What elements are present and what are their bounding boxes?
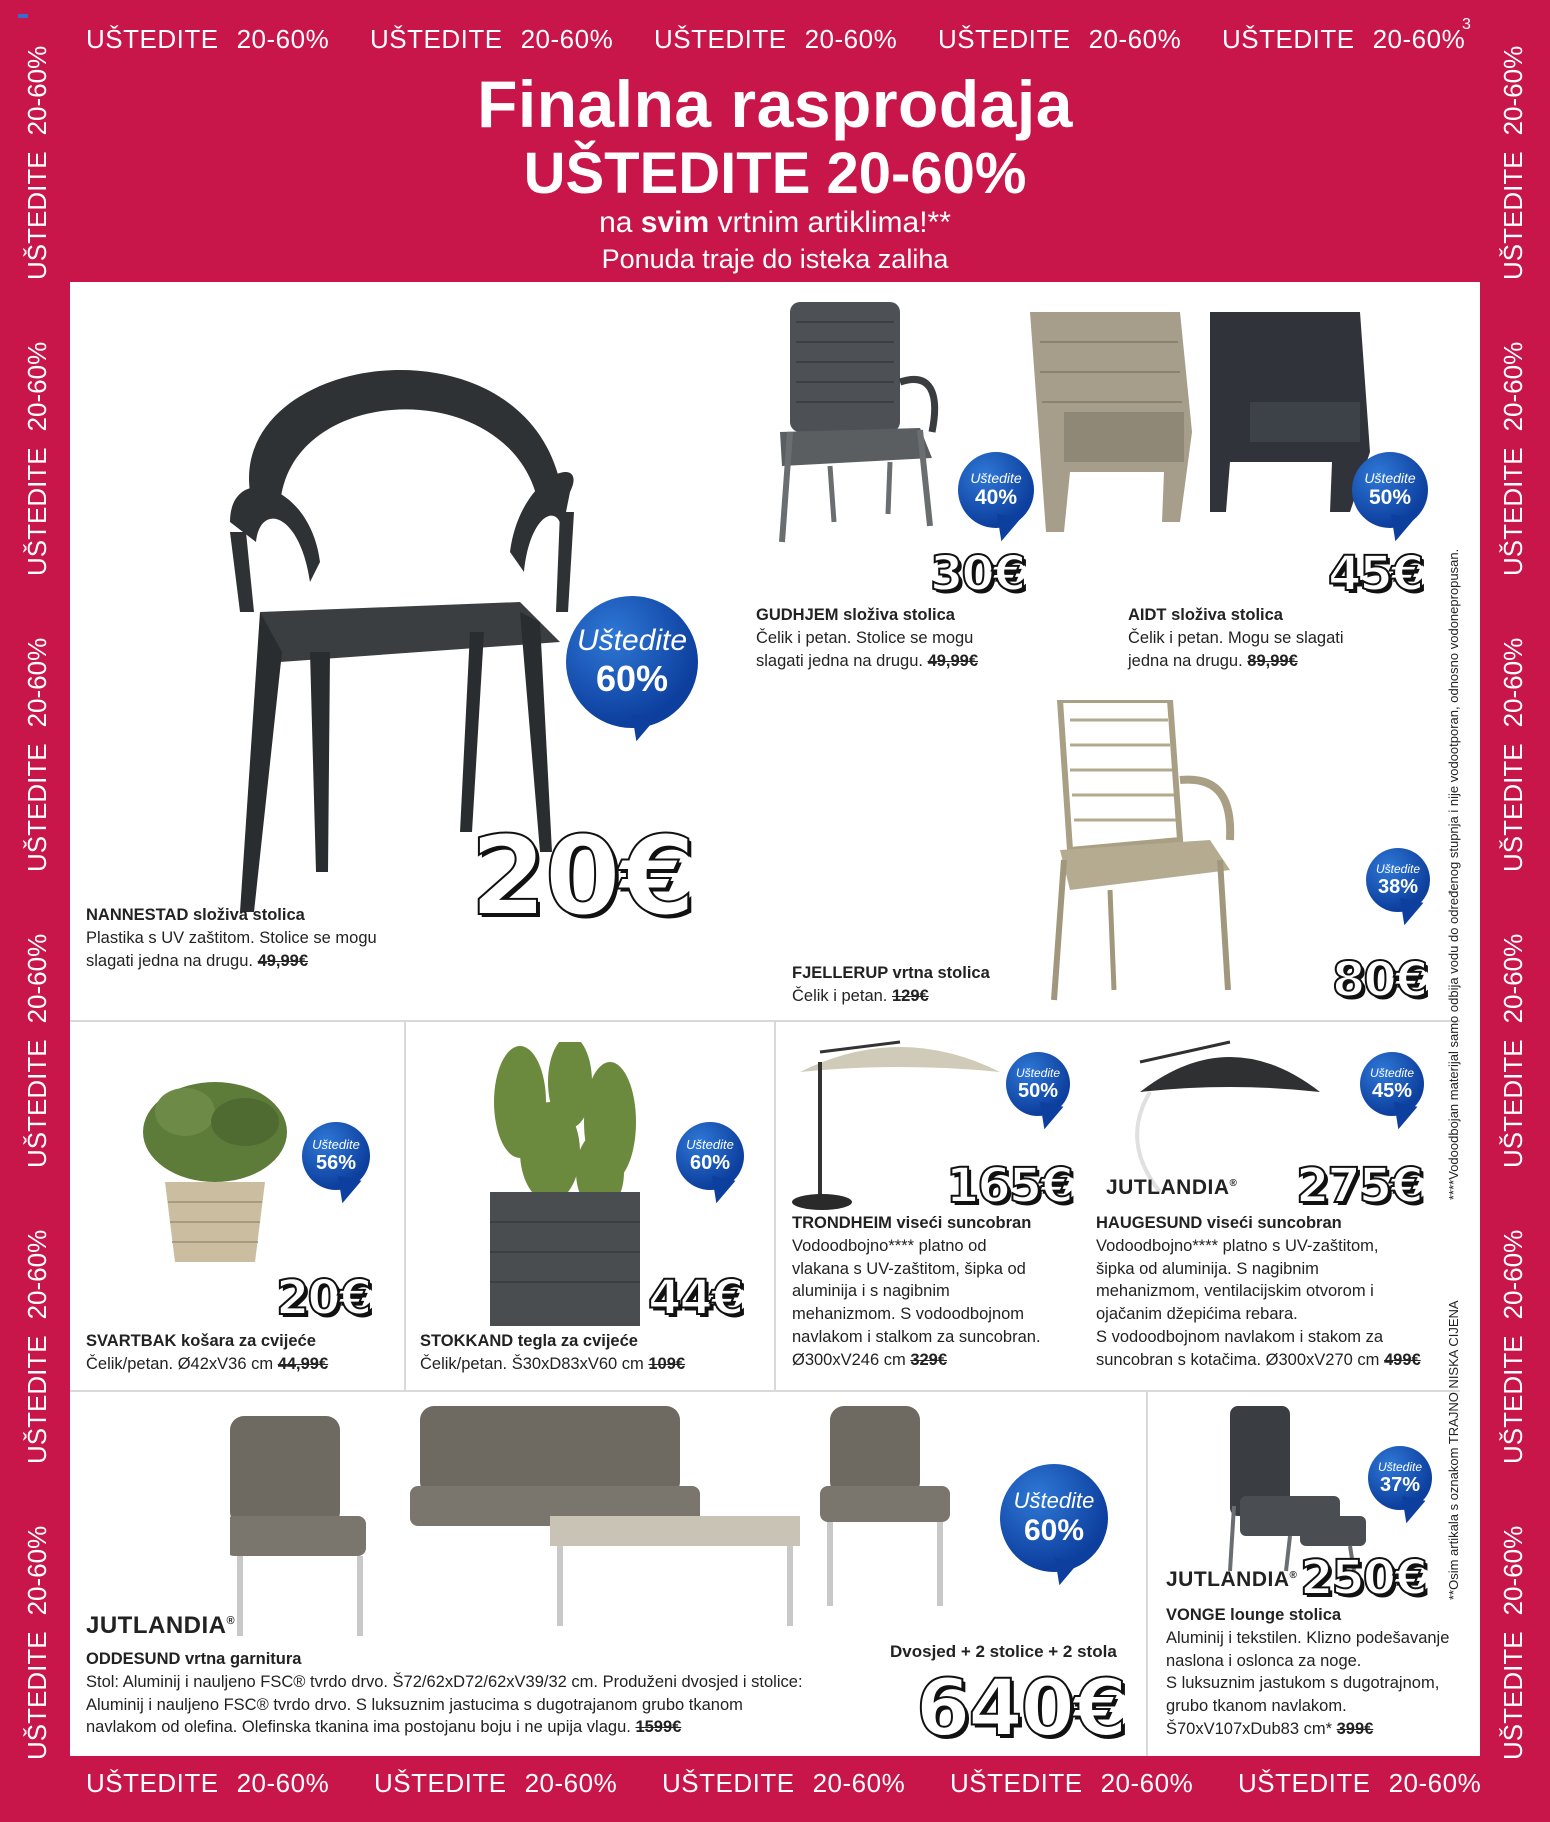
product-info-fjellerup — [792, 962, 1092, 1008]
border-promo-left-2: UŠTEDITE20-60% — [22, 341, 52, 576]
product-desc3-haugesund: mehanizmom, ventilacijskim otvorom i — [1096, 1282, 1374, 1301]
product-desc1-oddesund: Stol: Aluminij i nauljeno FSC® tvrdo drvo. Š72/62xD72/62xV39/32 cm. Produženi dvosjed i stolice: — [86, 1672, 803, 1691]
product-name-stokkand: STOKKAND tegla za cvijeće — [420, 1332, 638, 1350]
discount-badge-svartbak: Uštedite 56% — [302, 1122, 370, 1190]
price-fjellerup: 80€ — [1332, 952, 1427, 1008]
waterproof-footnote: ****Vodoodbojan materijal samo odbija vodu do određenog stupnja i nije vodootporan, odnosno vodonepropusan. — [1446, 548, 1461, 1200]
discount-badge-haugesund: Uštedite 45% — [1360, 1052, 1424, 1116]
product-info-vonge — [1166, 1604, 1466, 1741]
border-promo-left-4: UŠTEDITE20-60% — [22, 933, 52, 1168]
product-desc2-gudhjem: slagati jedna na drugu. — [756, 651, 923, 670]
brand-logo-oddesund: JUTLANDIA® — [86, 1612, 236, 1639]
page-subtitle: UŠTEDITE 20-60% — [523, 141, 1027, 206]
stokkand-planter-image — [470, 1042, 660, 1332]
product-info-stokkand — [420, 1330, 760, 1376]
product-name-nannestad: NANNESTAD složiva stolica — [86, 906, 305, 924]
old-price-aidt: 89,99€ — [1247, 651, 1298, 670]
discount-badge-aidt: Uštedite 50% — [1352, 452, 1428, 528]
old-price-stokkand: 109€ — [648, 1354, 686, 1373]
header-tagline: na svim vrtnim artiklima!** — [599, 206, 951, 239]
old-price-gudhjem: 49,99€ — [927, 651, 979, 670]
discount-badge-vonge: Uštedite 37% — [1368, 1446, 1432, 1510]
product-desc2-oddesund: Aluminij i nauljeno FSC® tvrdo drvo. S luksuznim jastucima s dugotrajanom grubo tkanom — [86, 1695, 743, 1714]
product-desc-fjellerup: Čelik i petan. — [792, 986, 888, 1005]
product-desc-gudhjem: Čelik i petan. Stolice se mogu — [756, 628, 974, 647]
old-price-trondheim: 329€ — [910, 1350, 948, 1369]
border-promo-top-2: UŠTEDITE 20-60% — [370, 24, 614, 54]
product-desc-aidt: Čelik i petan. Mogu se slagati — [1128, 628, 1344, 647]
border-promo-bottom-3: UŠTEDITE 20-60% — [662, 1768, 906, 1798]
brand-logo-vonge: JUTLANDIA® — [1166, 1568, 1298, 1591]
border-promo-left-1: UŠTEDITE20-60% — [22, 45, 52, 280]
product-desc5-vonge: Š70xV107xDub83 cm* — [1166, 1719, 1333, 1738]
discount-badge-trondheim: Uštedite 50% — [1006, 1052, 1070, 1116]
product-desc-nannestad: Plastika s UV zaštitom. Stolice se mogu — [86, 928, 377, 947]
border-promo-left-6: UŠTEDITE20-60% — [22, 1525, 52, 1760]
divider-row1 — [70, 1020, 1460, 1022]
old-price-fjellerup: 129€ — [891, 986, 929, 1005]
border-promo-right-2: UŠTEDITE20-60% — [1498, 341, 1528, 576]
discount-badge-oddesund: Uštedite 60% — [1000, 1464, 1108, 1572]
set-description-oddesund: Dvosjed + 2 stolice + 2 stola — [890, 1642, 1117, 1661]
old-price-nannestad: 49,99€ — [257, 951, 309, 970]
product-name-trondheim: TRONDHEIM viseći suncobran — [792, 1214, 1032, 1232]
fjellerup-chair-image — [1040, 700, 1240, 1006]
discount-badge-gudhjem: Uštedite 40% — [958, 452, 1034, 528]
product-desc2-trondheim: vlakana s UV-zaštitom, šipka od — [792, 1259, 1026, 1278]
product-name-oddesund: ODDESUND vrtna garnitura — [86, 1650, 302, 1668]
product-desc1-vonge: Aluminij i tekstilen. Klizno podešavanje — [1166, 1628, 1450, 1647]
product-info-aidt — [1128, 604, 1428, 672]
product-name-vonge: VONGE lounge stolica — [1166, 1606, 1342, 1624]
border-promo-right-5: UŠTEDITE20-60% — [1498, 1229, 1528, 1464]
border-promo-right-3: UŠTEDITE20-60% — [1498, 637, 1528, 872]
border-promo-bottom-5: UŠTEDITE 20-60% — [1238, 1768, 1482, 1798]
divider-col-a — [404, 1022, 406, 1390]
product-desc5-haugesund: S vodoodbojnom navlakom i stakom za — [1096, 1327, 1384, 1346]
product-desc3-vonge: S luksuznim jastukom s dugotrajnom, — [1166, 1674, 1440, 1693]
product-info-svartbak — [86, 1330, 386, 1376]
header-offer-note: Ponuda traje do isteka zaliha — [601, 244, 949, 274]
product-desc2-aidt: jedna na drugu. — [1128, 651, 1243, 670]
price-haugesund: 275€ — [1296, 1158, 1422, 1214]
border-promo-right-4: UŠTEDITE20-60% — [1498, 933, 1528, 1168]
discount-badge-nannestad: Uštedite 60% — [566, 596, 698, 728]
product-info-gudhjem — [756, 604, 1016, 672]
exception-footnote: **Osim artikala s oznakom TRAJNO NISKA CIJENA — [1446, 1300, 1461, 1600]
oddesund-set-image — [230, 1406, 1020, 1636]
product-desc4-trondheim: mehanizmom. S vodoodbojnom — [792, 1305, 1025, 1324]
price-vonge: 250€ — [1300, 1550, 1426, 1606]
price-oddesund: 640€ — [916, 1664, 1126, 1754]
product-name-svartbak: SVARTBAK košara za cvijeće — [86, 1332, 316, 1350]
border-promo-top-1: UŠTEDITE 20-60% — [86, 24, 330, 54]
aidt-chair-image — [1030, 312, 1400, 552]
border-promo-bottom-2: UŠTEDITE 20-60% — [374, 1768, 618, 1798]
product-info-oddesund — [86, 1648, 886, 1739]
product-panel — [70, 282, 1480, 1756]
border-promo-right-6: UŠTEDITE20-60% — [1498, 1525, 1528, 1760]
border-promo-left-3: UŠTEDITE20-60% — [22, 637, 52, 872]
product-name-fjellerup: FJELLERUP vrtna stolica — [792, 964, 990, 982]
old-price-haugesund: 499€ — [1384, 1350, 1421, 1369]
divider-col-b — [774, 1022, 776, 1390]
product-desc6-trondheim: Ø300xV246 cm — [792, 1350, 906, 1369]
page-number: 3 — [1462, 16, 1471, 33]
page-title: Finalna rasprodaja — [477, 67, 1073, 141]
product-desc1-haugesund: Vodoodbojno**** platno s UV-zaštitom, — [1096, 1236, 1379, 1255]
discount-badge-stokkand: Uštedite 60% — [676, 1122, 744, 1190]
product-desc2-nannestad: slagati jedna na drugu. — [86, 951, 253, 970]
gudhjem-chair-image — [760, 302, 960, 552]
border-promo-bottom-4: UŠTEDITE 20-60% — [950, 1768, 1194, 1798]
product-desc2-vonge: naslona i oslonca za noge. — [1166, 1651, 1362, 1670]
product-desc-stokkand: Čelik/petan. Š30xD83xV60 cm — [420, 1354, 644, 1373]
price-trondheim: 165€ — [946, 1158, 1072, 1214]
divider-col-c — [1146, 1392, 1148, 1756]
product-name-gudhjem: GUDHJEM složiva stolica — [756, 606, 955, 624]
product-info-trondheim — [792, 1212, 1092, 1371]
border-promo-left-5: UŠTEDITE20-60% — [22, 1229, 52, 1464]
border-promo-top-3: UŠTEDITE 20-60% — [654, 24, 898, 54]
border-promo-bottom-1: UŠTEDITE 20-60% — [86, 1768, 330, 1798]
border-promo-top-4: UŠTEDITE 20-60% — [938, 24, 1182, 54]
product-desc4-vonge: grubo tkanom navlakom. — [1166, 1697, 1347, 1716]
border-promo-top-5: UŠTEDITE 20-60% — [1222, 24, 1466, 54]
divider-row2 — [70, 1390, 1460, 1392]
price-gudhjem: 30€ — [930, 546, 1025, 602]
product-desc4-haugesund: ojačanim džepićima rebara. — [1096, 1305, 1298, 1324]
product-info-nannestad — [86, 904, 426, 972]
product-name-aidt: AIDT složiva stolica — [1128, 606, 1283, 624]
old-price-svartbak: 44,99€ — [277, 1354, 329, 1373]
product-desc3-trondheim: aluminija i s nagibnim — [792, 1282, 950, 1301]
product-desc1-trondheim: Vodoodbojno**** platno od — [792, 1236, 987, 1255]
price-nannestad: 20€ — [470, 812, 694, 940]
product-info-haugesund — [1096, 1212, 1436, 1371]
brand-logo-haugesund: JUTLANDIA® — [1106, 1176, 1238, 1199]
price-aidt: 45€ — [1328, 546, 1423, 602]
price-stokkand: 44€ — [648, 1270, 743, 1326]
product-desc3-oddesund: navlakom od olefina. Olefinska tkanina ima postojanu boju i ne upija vlagu. — [86, 1718, 631, 1737]
old-price-vonge: 399€ — [1336, 1719, 1374, 1738]
product-desc5-trondheim: navlakom i stalkom za suncobran. — [792, 1327, 1041, 1346]
product-desc6-haugesund: suncobran s kotačima. Ø300xV270 cm — [1096, 1350, 1380, 1369]
product-desc2-haugesund: šipka od aluminija. S nagibnim — [1096, 1259, 1319, 1278]
price-svartbak: 20€ — [276, 1270, 371, 1326]
discount-badge-fjellerup: Uštedite 38% — [1366, 848, 1430, 912]
product-desc-svartbak: Čelik/petan. Ø42xV36 cm — [86, 1354, 274, 1373]
svartbak-basket-image — [130, 1072, 300, 1272]
product-name-haugesund: HAUGESUND viseći suncobran — [1096, 1214, 1342, 1232]
old-price-oddesund: 1599€ — [635, 1718, 682, 1737]
border-promo-right-1: UŠTEDITE20-60% — [1498, 45, 1528, 280]
